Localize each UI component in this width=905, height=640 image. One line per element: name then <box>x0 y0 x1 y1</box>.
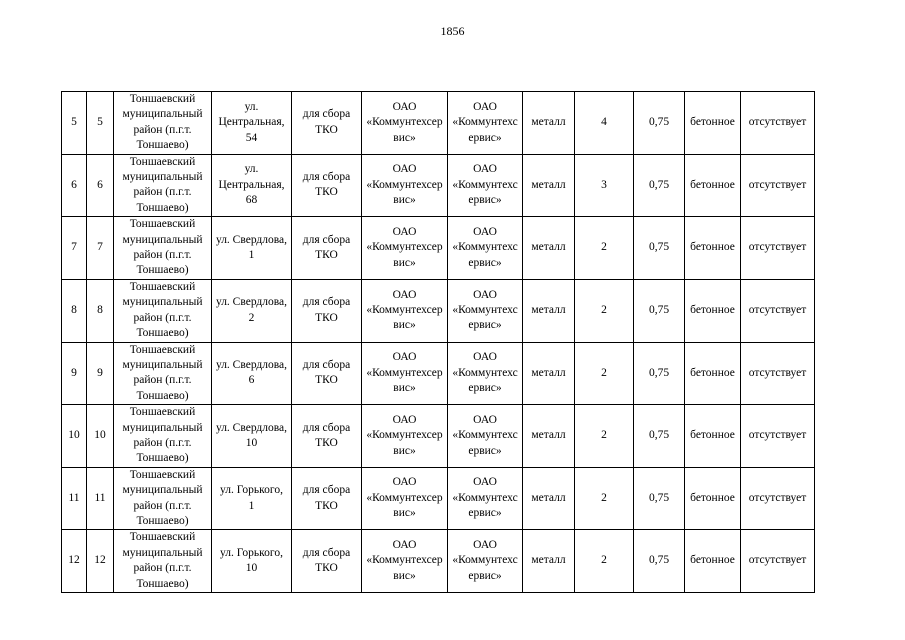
district-line: муниципальный <box>122 358 203 371</box>
address-line: 6 <box>248 374 255 387</box>
owner-org-line: вис» <box>393 131 416 144</box>
container-volume-cell: 0,75 <box>634 217 685 280</box>
material-cell: металл <box>523 467 575 530</box>
operator-org-cell <box>448 279 523 342</box>
site-number-cell: 8 <box>87 279 114 342</box>
address-line: 1 <box>248 249 255 262</box>
container-count-cell: 2 <box>575 530 634 593</box>
operator-org-line: «Коммунтехс <box>452 429 518 442</box>
district-line: муниципальный <box>122 108 203 121</box>
purpose-line: ТКО <box>315 562 338 575</box>
district-line: Тоншаево) <box>136 389 189 402</box>
operator-org-line: ОАО <box>473 476 497 489</box>
owner-org-line: вис» <box>393 256 416 269</box>
operator-org-line: ОАО <box>473 413 497 426</box>
owner-org-line: «Коммунтехсер <box>366 554 443 567</box>
base-type-cell: бетонное <box>685 92 741 155</box>
owner-org-line: ОАО <box>392 413 417 426</box>
operator-org-line: ервис» <box>468 569 502 582</box>
district-cell <box>114 217 212 280</box>
district-line: муниципальный <box>122 421 203 434</box>
address-cell <box>212 405 292 468</box>
owner-org-cell <box>362 154 448 217</box>
district-line: Тоншаевский <box>129 218 196 231</box>
operator-org-line: «Коммунтехс <box>452 366 518 379</box>
district-line: Тоншаево) <box>136 264 189 277</box>
owner-org-line: вис» <box>393 194 416 207</box>
purpose-line: для сбора <box>302 233 351 246</box>
district-line: Тоншаевский <box>129 531 196 544</box>
fence-cell: отсутствует <box>741 342 815 405</box>
district-line: Тоншаево) <box>136 139 189 152</box>
row-number-cell: 7 <box>62 217 87 280</box>
address-line: ул. <box>244 100 259 113</box>
district-line: район (п.г.т. <box>133 562 192 575</box>
purpose-cell <box>292 154 362 217</box>
address-line: Центральная, <box>218 178 285 191</box>
table-row <box>62 467 815 530</box>
purpose-cell <box>292 342 362 405</box>
row-number-cell: 8 <box>62 279 87 342</box>
operator-org-line: ервис» <box>468 256 502 269</box>
operator-org-line: «Коммунтехс <box>452 554 518 567</box>
operator-org-cell <box>448 467 523 530</box>
purpose-cell <box>292 405 362 468</box>
base-type-cell: бетонное <box>685 405 741 468</box>
owner-org-line: вис» <box>393 319 416 332</box>
operator-org-line: «Коммунтехс <box>452 491 518 504</box>
district-line: Тоншаевский <box>129 280 196 293</box>
address-line: ул. Свердлова, <box>215 421 288 434</box>
table-row <box>62 92 815 155</box>
address-line: Центральная, <box>218 116 285 129</box>
owner-org-line: вис» <box>393 507 416 520</box>
owner-org-line: «Коммунтехсер <box>366 303 443 316</box>
district-line: район (п.г.т. <box>133 436 192 449</box>
table-row <box>62 279 815 342</box>
site-number-cell: 9 <box>87 342 114 405</box>
district-line: район (п.г.т. <box>133 249 192 262</box>
owner-org-line: «Коммунтехсер <box>366 241 443 254</box>
fence-cell: отсутствует <box>741 530 815 593</box>
district-line: муниципальный <box>122 296 203 309</box>
owner-org-line: «Коммунтехсер <box>366 116 443 129</box>
operator-org-cell <box>448 405 523 468</box>
purpose-line: ТКО <box>315 186 338 199</box>
container-count-cell: 2 <box>575 342 634 405</box>
address-line: 54 <box>245 131 258 144</box>
operator-org-line: ервис» <box>468 444 502 457</box>
operator-org-line: ервис» <box>468 382 502 395</box>
fence-cell: отсутствует <box>741 467 815 530</box>
table-body <box>62 92 815 593</box>
operator-org-line: «Коммунтехс <box>452 178 518 191</box>
owner-org-line: ОАО <box>392 539 417 552</box>
operator-org-cell <box>448 92 523 155</box>
purpose-cell <box>292 279 362 342</box>
base-type-cell: бетонное <box>685 342 741 405</box>
operator-org-line: ОАО <box>473 100 497 113</box>
address-line: ул. Горького, <box>220 546 283 559</box>
owner-org-line: ОАО <box>392 100 417 113</box>
operator-org-line: ервис» <box>468 319 502 332</box>
owner-org-cell <box>362 92 448 155</box>
owner-org-cell <box>362 530 448 593</box>
district-line: район (п.г.т. <box>133 499 192 512</box>
district-line: муниципальный <box>122 233 203 246</box>
container-count-cell: 3 <box>575 154 634 217</box>
owner-org-line: «Коммунтехсер <box>366 491 443 504</box>
site-number-cell: 5 <box>87 92 114 155</box>
operator-org-cell <box>448 342 523 405</box>
district-line: Тоншаево) <box>136 514 189 527</box>
address-line: 68 <box>245 194 258 207</box>
address-line: 10 <box>245 436 258 449</box>
site-number-cell: 11 <box>87 467 114 530</box>
row-number-cell: 12 <box>62 530 87 593</box>
purpose-line: для сбора <box>302 421 351 434</box>
district-line: Тоншаевский <box>129 343 196 356</box>
operator-org-cell <box>448 530 523 593</box>
address-cell <box>212 217 292 280</box>
container-volume-cell: 0,75 <box>634 467 685 530</box>
site-number-cell: 6 <box>87 154 114 217</box>
site-number-cell: 7 <box>87 217 114 280</box>
fence-cell: отсутствует <box>741 405 815 468</box>
container-volume-cell: 0,75 <box>634 342 685 405</box>
owner-org-line: ОАО <box>392 476 417 489</box>
owner-org-cell <box>362 279 448 342</box>
operator-org-line: ервис» <box>468 131 502 144</box>
district-line: Тоншаево) <box>136 327 189 340</box>
operator-org-line: ервис» <box>468 507 502 520</box>
address-cell <box>212 342 292 405</box>
address-line: ул. Свердлова, <box>215 358 288 371</box>
base-type-cell: бетонное <box>685 530 741 593</box>
operator-org-line: ОАО <box>473 163 497 176</box>
address-cell <box>212 530 292 593</box>
material-cell: металл <box>523 279 575 342</box>
waste-sites-table <box>61 91 815 593</box>
material-cell: металл <box>523 154 575 217</box>
purpose-line: ТКО <box>315 311 338 324</box>
district-line: район (п.г.т. <box>133 374 192 387</box>
district-line: район (п.г.т. <box>133 123 192 136</box>
row-number-cell: 9 <box>62 342 87 405</box>
owner-org-line: «Коммунтехсер <box>366 178 443 191</box>
purpose-line: ТКО <box>315 374 338 387</box>
district-cell <box>114 92 212 155</box>
material-cell: металл <box>523 405 575 468</box>
owner-org-line: ОАО <box>392 288 417 301</box>
operator-org-line: ОАО <box>473 288 497 301</box>
purpose-line: ТКО <box>315 123 338 136</box>
owner-org-cell <box>362 405 448 468</box>
material-cell: металл <box>523 342 575 405</box>
row-number-cell: 5 <box>62 92 87 155</box>
address-cell <box>212 467 292 530</box>
base-type-cell: бетонное <box>685 217 741 280</box>
purpose-line: для сбора <box>302 108 351 121</box>
fence-cell: отсутствует <box>741 279 815 342</box>
purpose-line: ТКО <box>315 249 338 262</box>
district-line: муниципальный <box>122 546 203 559</box>
operator-org-line: ервис» <box>468 194 502 207</box>
owner-org-line: ОАО <box>392 225 417 238</box>
page-number: 1856 <box>440 24 465 38</box>
base-type-cell: бетонное <box>685 154 741 217</box>
district-line: Тоншаевский <box>129 468 196 481</box>
purpose-line: для сбора <box>302 296 351 309</box>
row-number-cell: 10 <box>62 405 87 468</box>
table-row <box>62 405 815 468</box>
district-line: район (п.г.т. <box>133 186 192 199</box>
district-cell <box>114 530 212 593</box>
operator-org-line: ОАО <box>473 225 497 238</box>
container-volume-cell: 0,75 <box>634 279 685 342</box>
row-number-cell: 6 <box>62 154 87 217</box>
container-count-cell: 2 <box>575 279 634 342</box>
address-line: ул. <box>244 163 259 176</box>
container-count-cell: 2 <box>575 467 634 530</box>
purpose-cell <box>292 217 362 280</box>
address-cell <box>212 154 292 217</box>
container-volume-cell: 0,75 <box>634 405 685 468</box>
district-cell <box>114 154 212 217</box>
fence-cell: отсутствует <box>741 217 815 280</box>
purpose-line: для сбора <box>302 358 351 371</box>
operator-org-line: «Коммунтехс <box>452 116 518 129</box>
address-line: 2 <box>248 311 255 324</box>
purpose-line: для сбора <box>302 484 351 497</box>
container-count-cell: 4 <box>575 92 634 155</box>
purpose-cell <box>292 467 362 530</box>
purpose-line: ТКО <box>315 499 338 512</box>
purpose-cell <box>292 530 362 593</box>
base-type-cell: бетонное <box>685 279 741 342</box>
base-type-cell: бетонное <box>685 467 741 530</box>
district-cell <box>114 467 212 530</box>
address-cell <box>212 279 292 342</box>
operator-org-line: «Коммунтехс <box>452 303 518 316</box>
table-row <box>62 530 815 593</box>
operator-org-line: «Коммунтехс <box>452 241 518 254</box>
owner-org-line: вис» <box>393 444 416 457</box>
address-line: 1 <box>248 499 255 512</box>
district-line: Тоншаево) <box>136 201 189 214</box>
owner-org-line: вис» <box>393 569 416 582</box>
container-volume-cell: 0,75 <box>634 154 685 217</box>
district-line: муниципальный <box>122 171 203 184</box>
district-cell <box>114 405 212 468</box>
district-cell <box>114 342 212 405</box>
district-line: район (п.г.т. <box>133 311 192 324</box>
row-number-cell: 11 <box>62 467 87 530</box>
purpose-line: для сбора <box>302 546 351 559</box>
operator-org-cell <box>448 154 523 217</box>
district-line: муниципальный <box>122 484 203 497</box>
material-cell: металл <box>523 530 575 593</box>
table-row <box>62 342 815 405</box>
owner-org-line: ОАО <box>392 351 417 364</box>
district-line: Тоншаевский <box>129 155 196 168</box>
container-volume-cell: 0,75 <box>634 92 685 155</box>
owner-org-line: ОАО <box>392 163 417 176</box>
material-cell: металл <box>523 92 575 155</box>
table-row <box>62 217 815 280</box>
address-cell <box>212 92 292 155</box>
district-line: Тоншаевский <box>129 93 196 105</box>
address-line: ул. Свердлова, <box>215 296 288 309</box>
owner-org-line: вис» <box>393 382 416 395</box>
operator-org-line: ОАО <box>473 351 497 364</box>
district-cell <box>114 279 212 342</box>
district-line: Тоншаево) <box>136 577 189 590</box>
operator-org-line: ОАО <box>473 539 497 552</box>
owner-org-line: «Коммунтехсер <box>366 429 443 442</box>
operator-org-cell <box>448 217 523 280</box>
purpose-cell <box>292 92 362 155</box>
material-cell: металл <box>523 217 575 280</box>
address-line: 10 <box>245 562 258 575</box>
purpose-line: для сбора <box>302 171 351 184</box>
owner-org-cell <box>362 342 448 405</box>
district-line: Тоншаево) <box>136 452 189 465</box>
address-line: ул. Горького, <box>220 484 283 497</box>
owner-org-line: «Коммунтехсер <box>366 366 443 379</box>
container-count-cell: 2 <box>575 217 634 280</box>
table-row <box>62 154 815 217</box>
fence-cell: отсутствует <box>741 92 815 155</box>
container-count-cell: 2 <box>575 405 634 468</box>
container-volume-cell: 0,75 <box>634 530 685 593</box>
fence-cell: отсутствует <box>741 154 815 217</box>
owner-org-cell <box>362 217 448 280</box>
owner-org-cell <box>362 467 448 530</box>
address-line: ул. Свердлова, <box>215 233 288 246</box>
site-number-cell: 12 <box>87 530 114 593</box>
district-line: Тоншаевский <box>129 406 196 419</box>
site-number-cell: 10 <box>87 405 114 468</box>
purpose-line: ТКО <box>315 436 338 449</box>
